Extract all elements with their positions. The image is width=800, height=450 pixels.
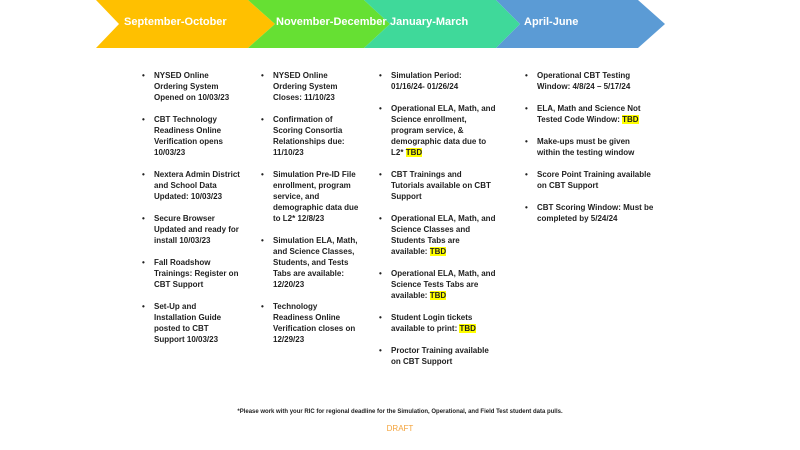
tbd-badge: TBD bbox=[459, 324, 476, 333]
phase-label-jan-mar: January-March bbox=[390, 16, 469, 28]
list-item: • Fall Roadshow Trainings: Register on CBT Support bbox=[154, 257, 240, 290]
column-nov-dec bbox=[259, 70, 359, 356]
tbd-badge: TBD bbox=[622, 115, 639, 124]
list-item: • Proctor Training available on CBT Support bbox=[391, 345, 497, 367]
list-item: • Simulation ELA, Math, and Science Classes, Students, and Tests Tabs are available: 12/20/23 bbox=[273, 235, 359, 290]
footnote: *Please work with your RIC for regional deadline for the Simulation, Operational, and Field Test student data pulls. bbox=[237, 409, 563, 415]
list-item: • Confirmation of Scoring Consortia Relationships due: 11/10/23 bbox=[273, 114, 359, 158]
list-item: • Operational ELA, Math, and Science Tests Tabs are available: TBD bbox=[391, 268, 497, 301]
column-apr-jun bbox=[523, 70, 655, 235]
list-item: • CBT Trainings and Tutorials available on CBT Support bbox=[391, 169, 497, 202]
phase-arrow-apr-jun bbox=[496, 0, 665, 48]
list-item: • Simulation Pre-ID File enrollment, program service, and demographic data due to L2* 12/8/23 bbox=[273, 169, 359, 224]
list-item: • Make-ups must be given within the testing window bbox=[537, 136, 655, 158]
list-item: • Operational CBT Testing Window: 4/8/24 – 5/17/24 bbox=[537, 70, 655, 92]
list-item: • Technology Readiness Online Verification closes on 12/29/23 bbox=[273, 301, 359, 345]
timeline-arrows bbox=[0, 0, 800, 60]
phase-label-nov-dec: November-December bbox=[276, 16, 387, 28]
list-item: • Set-Up and Installation Guide posted to CBT Support 10/03/23 bbox=[154, 301, 240, 345]
list-item: • NYSED Online Ordering System Closes: 11/10/23 bbox=[273, 70, 359, 103]
list-item: • Secure Browser Updated and ready for install 10/03/23 bbox=[154, 213, 240, 246]
column-sep-oct bbox=[140, 70, 240, 356]
list-item: • CBT Technology Readiness Online Verification opens 10/03/23 bbox=[154, 114, 240, 158]
list-item: • Nextera Admin District and School Data Updated: 10/03/23 bbox=[154, 169, 240, 202]
draft-watermark: DRAFT bbox=[386, 424, 414, 433]
list-item: • Simulation Period: 01/16/24- 01/26/24 bbox=[391, 70, 497, 92]
phase-label-apr-jun: April-June bbox=[524, 16, 579, 28]
list-item: • Operational ELA, Math, and Science Classes and Students Tabs are available: TBD bbox=[391, 213, 497, 257]
phase-label-sep-oct: September-October bbox=[124, 16, 227, 28]
tbd-badge: TBD bbox=[405, 148, 423, 157]
list-item: • Student Login tickets available to print: TBD bbox=[391, 312, 497, 334]
list-item: • Operational ELA, Math, and Science enrollment, program service, & demographic data due to L2* TBD bbox=[391, 103, 497, 158]
list-item: • NYSED Online Ordering System Opened on 10/03/23 bbox=[154, 70, 240, 103]
list-item: • ELA, Math and Science Not Tested Code Window: TBD bbox=[537, 103, 655, 125]
list-item: • Score Point Training available on CBT Support bbox=[537, 169, 655, 191]
column-jan-mar bbox=[377, 70, 497, 378]
tbd-badge: TBD bbox=[429, 247, 447, 256]
tbd-badge: TBD bbox=[429, 291, 447, 300]
list-item: • CBT Scoring Window: Must be completed by 5/24/24 bbox=[537, 202, 655, 224]
